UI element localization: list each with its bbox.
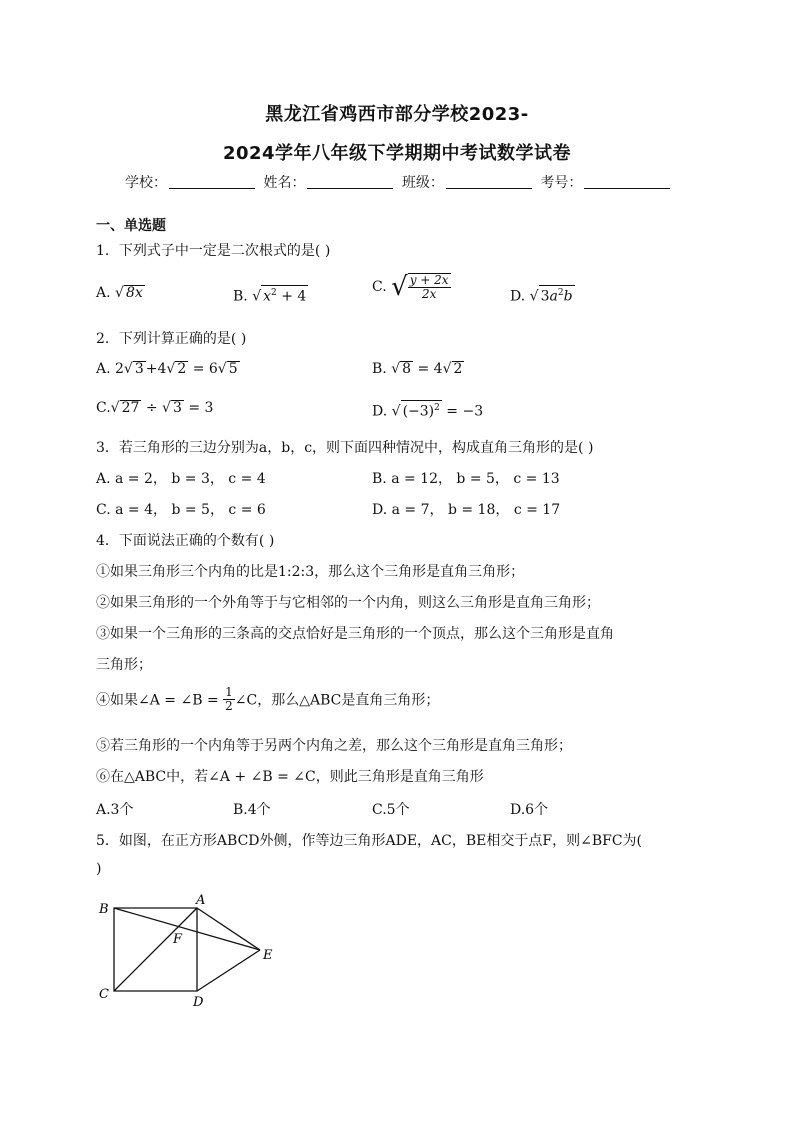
q4-statement-6: ⑥在△ABC中，若∠A + ∠B = ∠C，则此三角形是直角三角形 [96, 769, 484, 785]
label-f: F [173, 932, 183, 947]
q2-option-b: B. √ 8 = 4√ 2 [372, 361, 463, 377]
label-c: C [99, 987, 109, 1002]
q1-option-a: A. √ 8x [96, 285, 143, 301]
q4-option-a: A.3个 [96, 802, 134, 818]
q3-option-a: A. a = 2， b = 3， c = 4 [96, 471, 266, 487]
student-info-row [125, 172, 674, 192]
segment-be [114, 908, 260, 950]
q3-option-d: D. a = 7， b = 18， c = 17 [372, 502, 561, 518]
q2-option-d: D. √ $(-3)^2 = -3$ [372, 400, 483, 420]
q4-statement-3-cont: 三角形； [96, 657, 152, 673]
q5-stem: 5．如图，在正方形ABCD外侧，作等边三角形ADE，AC，BE相交于点F，则∠BFC为( [96, 833, 643, 849]
q2-option-c: C.√ 27 ÷ √ 3 = 3 [96, 400, 214, 416]
q3-option-b: B. a = 12， b = 5， c = 13 [372, 471, 560, 487]
q4-statement-3: ③如果一个三角形的三条高的交点恰好是三角形的一个顶点，那么这个三角形是直角 [96, 626, 614, 642]
number-blank [584, 174, 670, 189]
q4-stem: 4．下面说法正确的个数有( ) [96, 533, 275, 549]
q4-statement-5: ⑤若三角形的一个内角等于另两个内角之差，那么这个三角形是直角三角形； [96, 738, 572, 754]
q1-option-c: C. √ $\frac{y + 2x}{2x}$ [372, 272, 449, 302]
q4-statement-4: ④如果∠A = ∠B = $\frac{1}{2}$ ∠C，那么△ABC是直角三角形； [96, 685, 440, 713]
label-a: A [196, 893, 206, 908]
label-e: E [263, 948, 273, 963]
q1-option-d: D. √ $3a^2b$ [510, 285, 575, 305]
q4-statement-1: ①如果三角形三个内角的比是1:2:3，那么这个三角形是直角三角形； [96, 564, 525, 580]
label-d: D [193, 995, 204, 1010]
q5-geometry-figure [90, 888, 290, 1013]
class-blank [446, 174, 532, 189]
segment-ae [197, 908, 260, 950]
q3-option-c: C. a = 4， b = 5， c = 6 [96, 502, 266, 518]
q2-stem: 2．下列计算正确的是( ) [96, 331, 247, 347]
segment-de [197, 950, 260, 991]
label-b: B [99, 902, 109, 917]
school-blank [169, 174, 255, 189]
name-blank [307, 174, 393, 189]
q1-option-b: B. √ $x^2 + 4$ [233, 285, 308, 305]
q4-option-c: C.5个 [372, 802, 410, 818]
q4-option-d: D.6个 [510, 802, 549, 818]
name-label: 姓名： [263, 175, 306, 191]
school-label: 学校： [125, 175, 167, 191]
q1-stem: 1．下列式子中一定是二次根式的是( ) [96, 243, 331, 259]
q3-stem: 3．若三角形的三边分别为a，b，c，则下面四种情况中，构成直角三角形的是( ) [96, 440, 594, 456]
title-line-1: 黑龙江省鸡西市部分学校2023- [265, 104, 529, 125]
q2-option-a: A. 2√ 3 +4√ 2 = 6√ 5 [96, 361, 238, 377]
q4-option-b: B.4个 [233, 802, 271, 818]
title-line-2: 2024学年八年级下学期期中考试数学试卷 [222, 143, 572, 164]
class-label: 班级： [401, 175, 444, 191]
q4-statement-2: ②如果三角形的一个外角等于与它相邻的一个内角，则这么三角形是直角三角形； [96, 595, 600, 611]
number-label: 考号： [540, 175, 583, 191]
q5-stem-cont: ) [96, 861, 102, 877]
section-heading: 一、单选题 [96, 218, 166, 234]
